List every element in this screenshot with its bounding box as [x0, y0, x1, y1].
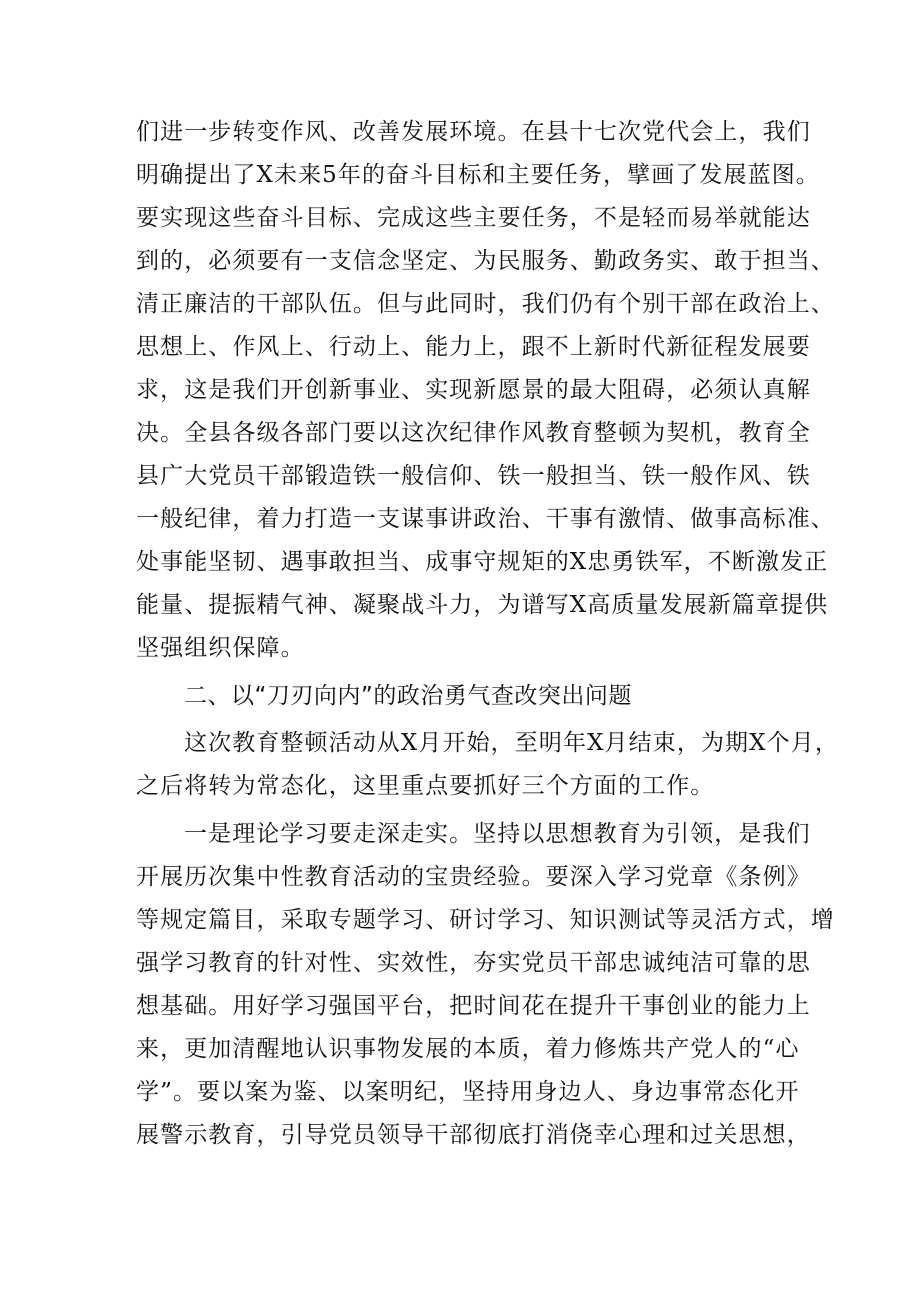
- paragraph-line: 到的，必须要有一支信念坚定、为民服务、勤政务实、敢于担当、: [136, 248, 835, 274]
- paragraph-line: 明确提出了X未来5年的奋斗目标和主要任务，擘画了发展蓝图。: [136, 162, 820, 188]
- paragraph-line: 决。全县各级各部门要以这次纪律作风教育整顿为契机，教育全: [136, 420, 811, 446]
- paragraph-line: 一般纪律，着力打造一支谋事讲政治、干事有激情、做事高标准、: [136, 506, 835, 532]
- paragraph-line: 强学习教育的针对性、实效性，夯实党员干部忠诚纯洁可靠的思: [136, 950, 811, 976]
- paragraph-line: 能量、提振精气神、凝聚战斗力，为谱写X高质量发展新篇章提供: [136, 592, 829, 618]
- paragraph-line: 思想上、作风上、行动上、能力上，跟不上新时代新征程发展要: [136, 334, 811, 360]
- paragraph-line: 处事能坚韧、遇事敢担当、成事守规矩的X忠勇铁军，不断激发正: [136, 549, 829, 575]
- paragraph-line: 想基础。用好学习强国平台，把时间花在提升干事创业的能力上: [136, 993, 811, 1019]
- paragraph-line: 坚强组织保障。: [136, 635, 305, 661]
- paragraph-line: 等规定篇目，采取专题学习、研讨学习、知识测试等灵活方式，增: [136, 907, 835, 933]
- paragraph-line: 展警示教育，引导党员领导干部彻底打消侥幸心理和过关思想，: [136, 1122, 811, 1148]
- paragraph-line: 开展历次集中性教育活动的宝贵经验。要深入学习党章《条例》: [136, 864, 811, 890]
- paragraph-line: 要实现这些奋斗目标、完成这些主要任务，不是轻而易举就能达: [136, 205, 811, 231]
- paragraph-line: 县广大党员干部锻造铁一般信仰、铁一般担当、铁一般作风、铁: [136, 463, 811, 489]
- paragraph-line: 求，这是我们开创新事业、实现新愿景的最大阻碍，必须认真解: [136, 377, 811, 403]
- paragraph-line: 之后将转为常态化，这里重点要抓好三个方面的工作。: [136, 773, 715, 799]
- paragraph-line: 学”。要以案为鉴、以案明纪，坚持用身边人、身边事常态化开: [136, 1079, 800, 1105]
- section-heading: 二、以“刀刃向内”的政治勇气查改突出问题: [184, 683, 632, 709]
- paragraph-line: 们进一步转变作风、改善发展环境。在县十七次党代会上，我们: [136, 119, 811, 145]
- paragraph-line: 清正廉洁的干部队伍。但与此同时，我们仍有个别干部在政治上、: [136, 291, 835, 317]
- paragraph-line: 来，更加清醒地认识事物发展的本质，着力修炼共产党人的“心: [136, 1036, 800, 1062]
- paragraph-line: 一是理论学习要走深走实。坚持以思想教育为引领，是我们: [184, 821, 811, 847]
- paragraph-line: 这次教育整顿活动从X月开始，至明年X月结束，为期X个月，: [184, 730, 839, 756]
